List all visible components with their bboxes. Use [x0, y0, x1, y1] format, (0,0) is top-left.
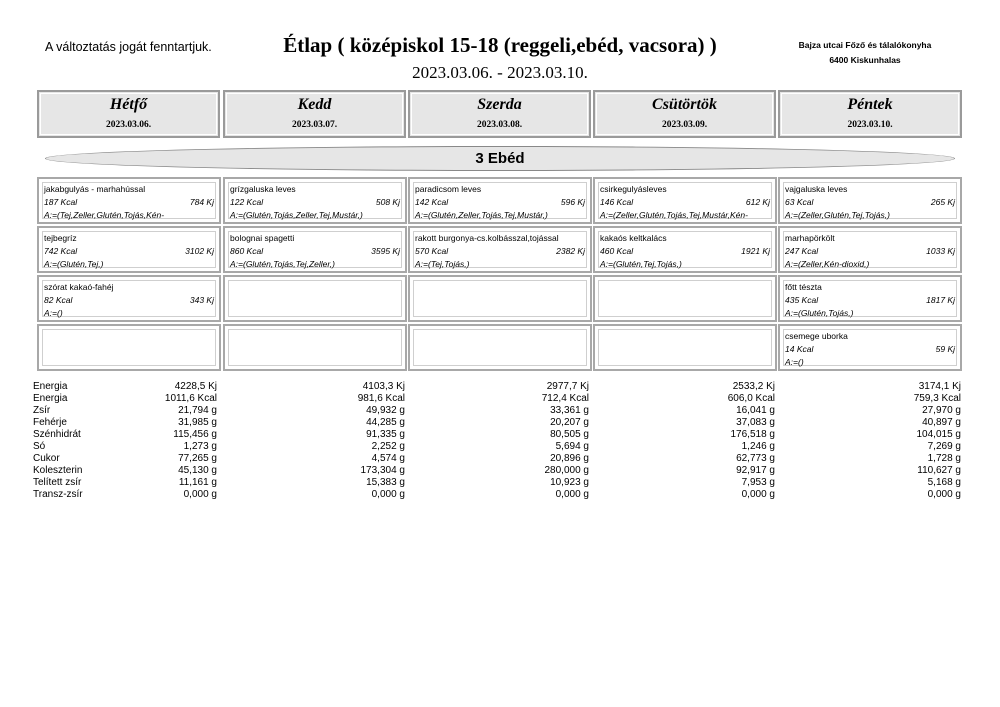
kitchen-info	[760, 38, 970, 68]
day-name: Csütörtök	[652, 96, 717, 113]
nutrient-label: Cukor	[33, 453, 60, 464]
nutrient-value: 5,694 g	[555, 441, 589, 452]
allergen-list: A:=(Tej,Zeller,Glutén,Tojás,Kén-	[44, 210, 165, 220]
kj-value: 343 Kj	[189, 295, 214, 305]
kj-value: 59 Kj	[935, 344, 955, 354]
dish-name: jakabgulyás - marhahússal	[44, 184, 146, 194]
kj-value: 612 Kj	[745, 197, 770, 207]
nutrition-row	[33, 417, 963, 429]
page-title: Étlap ( középiskol 15-18 (reggeli,ebéd, vacsora) )	[283, 33, 717, 57]
nutrient-value: 1,246 g	[741, 441, 775, 452]
day-date: 2023.03.09.	[661, 120, 708, 130]
kj-value: 2382 Kj	[556, 246, 585, 256]
day-header-wednesday	[408, 90, 591, 138]
nutrient-value: 20,207 g	[550, 417, 589, 428]
nutrient-value: 10,923 g	[550, 477, 589, 488]
nutrient-value: 4103,3 Kj	[362, 381, 405, 392]
nutrient-value: 44,285 g	[366, 417, 405, 428]
allergen-list: A:=(Zeller,Glutén,Tej,Tojás,)	[785, 210, 890, 220]
energy-row	[44, 294, 214, 307]
nutrient-value: 45,130 g	[178, 465, 217, 476]
nutrient-value: 33,361 g	[550, 405, 589, 416]
nutrient-value: 1011,6 Kcal	[164, 393, 217, 404]
kj-value: 508 Kj	[375, 197, 400, 207]
dish-name: főtt tészta	[785, 282, 822, 292]
allergen-list: A:=()	[44, 308, 63, 318]
empty-menu-cell	[223, 324, 407, 371]
day-date: 2023.03.06.	[105, 120, 152, 130]
date-range: 2023.03.06. - 2023.03.10.	[412, 63, 588, 82]
nutrition-row	[33, 453, 963, 465]
kj-value: 596 Kj	[560, 197, 585, 207]
nutrient-value: 21,794 g	[178, 405, 217, 416]
dish-name: marhapörkölt	[785, 233, 835, 243]
nutrient-value: 2977,7 Kj	[546, 381, 589, 392]
energy-row	[44, 245, 214, 258]
allergen-list: A:=(Glutén,Tojás,Tej,Zeller,)	[230, 259, 335, 269]
kcal-value: 63 Kcal	[785, 197, 814, 207]
nutrient-value: 280,000 g	[544, 465, 589, 476]
nutrient-label: Transz-zsír	[33, 489, 83, 500]
menu-cell	[37, 275, 221, 322]
nutrient-value: 62,773 g	[736, 453, 775, 464]
nutrient-value: 4228,5 Kj	[174, 381, 217, 392]
nutrient-value: 31,985 g	[178, 417, 217, 428]
nutrient-value: 2,252 g	[371, 441, 405, 452]
dish-name: kakaós keltkalács	[600, 233, 667, 243]
dish-name: szórat kakaó-fahéj	[44, 282, 114, 292]
empty-menu-cell	[37, 324, 221, 371]
nutrient-value: 49,932 g	[366, 405, 405, 416]
nutrient-value: 981,6 Kcal	[357, 393, 405, 404]
kitchen-name: Bajza utcai Főző és tálalókonyha	[798, 40, 932, 50]
nutrition-row	[33, 465, 963, 477]
kcal-value: 142 Kcal	[415, 197, 449, 207]
kj-value: 3595 Kj	[371, 246, 400, 256]
day-name: Kedd	[297, 96, 332, 113]
disclaimer-text: A változtatás jogát fenntartjuk.	[45, 40, 212, 54]
nutrient-value: 104,015 g	[916, 429, 961, 440]
nutrient-value: 110,627 g	[917, 465, 961, 476]
empty-menu-cell	[408, 324, 592, 371]
nutrient-value: 115,456 g	[173, 429, 217, 440]
allergen-list: A:=(Glutén,Tojás,)	[785, 308, 854, 318]
energy-row	[230, 245, 400, 258]
empty-menu-cell	[593, 324, 777, 371]
nutrition-row	[33, 489, 963, 501]
menu-cell	[37, 177, 221, 224]
nutrient-value: 16,041 g	[736, 405, 775, 416]
energy-row	[600, 245, 770, 258]
allergen-list: A:=(Glutén,Tojás,Zeller,Tej,Mustár,)	[230, 210, 363, 220]
menu-cell	[223, 226, 407, 273]
nutrition-row	[33, 441, 963, 453]
kcal-value: 187 Kcal	[44, 197, 78, 207]
nutrient-label: Só	[33, 441, 46, 452]
allergen-list: A:=(Tej,Tojás,)	[415, 259, 470, 269]
menu-cell	[778, 177, 962, 224]
menu-cell	[778, 226, 962, 273]
kcal-value: 570 Kcal	[415, 246, 449, 256]
nutrient-value: 0,000 g	[371, 489, 405, 500]
nutrient-value: 27,970 g	[922, 405, 961, 416]
kj-value: 1033 Kj	[926, 246, 955, 256]
nutrient-value: 40,897 g	[922, 417, 961, 428]
day-name: Hétfő	[109, 96, 148, 113]
kitchen-city: 6400 Kiskunhalas	[829, 55, 901, 65]
dish-name: tejbegríz	[44, 233, 77, 243]
day-name: Péntek	[847, 96, 893, 113]
menu-cell	[593, 177, 777, 224]
energy-row	[785, 343, 955, 356]
day-name: Szerda	[477, 96, 522, 113]
kj-value: 1921 Kj	[741, 246, 770, 256]
dish-name: grízgaluska leves	[230, 184, 296, 194]
nutrient-value: 20,896 g	[550, 453, 589, 464]
nutrient-value: 80,505 g	[550, 429, 589, 440]
kcal-value: 742 Kcal	[44, 246, 78, 256]
kcal-value: 460 Kcal	[600, 246, 634, 256]
energy-row	[600, 196, 770, 209]
allergen-list: A:=()	[785, 357, 804, 367]
nutrition-row	[33, 405, 963, 417]
nutrient-label: Telített zsír	[33, 477, 82, 488]
allergen-list: A:=(Glutén,Tej,Tojás,)	[600, 259, 682, 269]
empty-menu-cell	[408, 275, 592, 322]
nutrient-label: Zsír	[33, 405, 51, 416]
day-header-tuesday	[223, 90, 406, 138]
dish-name: csirkegulyásleves	[600, 184, 667, 194]
nutrient-value: 2533,2 Kj	[732, 381, 775, 392]
day-date: 2023.03.07.	[291, 120, 338, 130]
kcal-value: 247 Kcal	[785, 246, 819, 256]
kcal-value: 146 Kcal	[600, 197, 634, 207]
kcal-value: 82 Kcal	[44, 295, 73, 305]
day-date: 2023.03.10.	[847, 120, 893, 130]
nutrient-value: 712,4 Kcal	[541, 393, 589, 404]
menu-cell	[37, 226, 221, 273]
nutrient-value: 37,083 g	[736, 417, 775, 428]
nutrient-value: 7,953 g	[741, 477, 775, 488]
nutrient-value: 4,574 g	[371, 453, 405, 464]
nutrient-value: 0,000 g	[927, 489, 961, 500]
energy-row	[785, 196, 955, 209]
menu-cell	[593, 226, 777, 273]
kcal-value: 122 Kcal	[230, 197, 264, 207]
nutrient-value: 606,0 Kcal	[727, 393, 775, 404]
nutrient-value: 92,917 g	[736, 465, 775, 476]
nutrient-label: Szénhidrát	[33, 429, 81, 440]
kcal-value: 435 Kcal	[785, 295, 819, 305]
kcal-value: 860 Kcal	[230, 246, 264, 256]
meal-title-band: 3 Ebéd	[45, 146, 955, 171]
nutrient-value: 0,000 g	[183, 489, 217, 500]
menu-cell	[408, 177, 592, 224]
nutrient-value: 7,269 g	[927, 441, 961, 452]
nutrient-value: 759,3 Kcal	[913, 393, 961, 404]
empty-menu-cell	[593, 275, 777, 322]
kj-value: 3102 Kj	[185, 246, 214, 256]
energy-row	[415, 245, 585, 258]
nutrient-value: 0,000 g	[741, 489, 775, 500]
kj-value: 784 Kj	[189, 197, 214, 207]
energy-row	[785, 294, 955, 307]
kj-value: 1817 Kj	[926, 295, 955, 305]
menu-cell	[778, 275, 962, 322]
nutrient-value: 0,000 g	[555, 489, 589, 500]
kcal-value: 14 Kcal	[785, 344, 814, 354]
menu-cell	[408, 226, 592, 273]
nutrient-value: 173,304 g	[360, 465, 405, 476]
nutrient-value: 1,273 g	[183, 441, 217, 452]
nutrient-value: 5,168 g	[927, 477, 961, 488]
dish-name: rakott burgonya-cs.kolbásszal,tojással	[415, 233, 559, 243]
nutrient-label: Energia	[33, 381, 68, 392]
day-header-monday	[37, 90, 220, 138]
nutrient-value: 77,265 g	[178, 453, 217, 464]
nutrient-label: Fehérje	[33, 417, 67, 428]
dish-name: paradicsom leves	[415, 184, 482, 194]
energy-row	[230, 196, 400, 209]
day-date: 2023.03.08.	[476, 120, 523, 130]
energy-row	[785, 245, 955, 258]
nutrient-value: 3174,1 Kj	[918, 381, 961, 392]
nutrient-value: 11,161 g	[178, 477, 217, 488]
menu-cell	[223, 177, 407, 224]
dish-name: vajgaluska leves	[785, 184, 848, 194]
menu-cell	[778, 324, 962, 371]
nutrition-row	[33, 393, 963, 405]
allergen-list: A:=(Zeller,Glutén,Tojás,Tej,Mustár,Kén-	[600, 210, 748, 220]
dish-name: csemege uborka	[785, 331, 848, 341]
allergen-list: A:=(Zeller,Kén-dioxid,)	[785, 259, 870, 269]
empty-menu-cell	[223, 275, 407, 322]
energy-row	[44, 196, 214, 209]
energy-row	[415, 196, 585, 209]
allergen-list: A:=(Glutén,Zeller,Tojás,Tej,Mustár,)	[415, 210, 548, 220]
nutrient-value: 15,383 g	[366, 477, 405, 488]
allergen-list: A:=(Glutén,Tej,)	[44, 259, 104, 269]
nutrition-row	[33, 477, 963, 489]
day-header-friday	[778, 90, 962, 138]
nutrient-label: Koleszterin	[33, 465, 83, 476]
nutrition-row	[33, 381, 963, 393]
nutrient-label: Energia	[33, 393, 68, 404]
dish-name: bolognai spagetti	[230, 233, 295, 243]
day-header-thursday	[593, 90, 776, 138]
nutrition-row	[33, 429, 963, 441]
kj-value: 265 Kj	[930, 197, 955, 207]
nutrient-value: 1,728 g	[927, 453, 961, 464]
nutrient-value: 91,335 g	[366, 429, 405, 440]
nutrient-value: 176,518 g	[730, 429, 775, 440]
